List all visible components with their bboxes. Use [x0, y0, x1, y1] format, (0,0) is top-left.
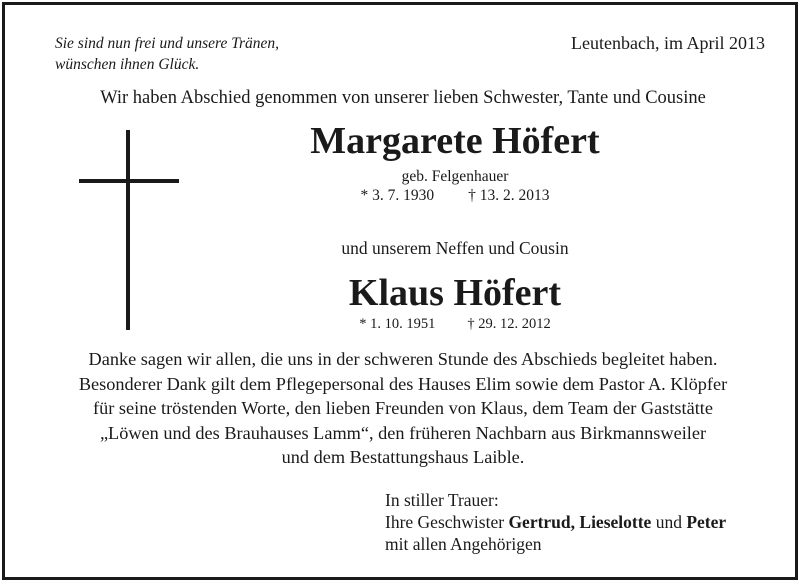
signature-line-3: mit allen Angehörigen	[385, 534, 542, 554]
signature-connector: und	[651, 512, 687, 532]
deceased-name-2: Klaus Höfert	[348, 272, 562, 314]
motto-line-1: Sie sind nun frei und unsere Tränen,	[55, 35, 280, 52]
thanks-line: Danke sagen wir allen, die uns in der schweren Stunde des Abschieds begleitet haben.	[88, 349, 718, 369]
thanks-line: „Löwen und des Brauhauses Lamm“, den früheren Nachbarn aus Birkmannsweiler	[99, 422, 707, 443]
maiden-name: geb. Felgenhauer	[401, 168, 509, 185]
obituary-notice	[2, 2, 798, 580]
thanks-line: und dem Bestattungshaus Laible.	[281, 447, 525, 467]
intro-text: Wir haben Abschied genommen von unserer lieben Schwester, Tante und Cousine	[100, 88, 706, 108]
motto-quote	[55, 33, 279, 75]
death-date-2: † 29. 12. 2012	[467, 316, 551, 332]
signature-block	[385, 489, 726, 555]
birth-date-2: * 1. 10. 1951	[359, 316, 436, 332]
thanks-line: für seine tröstenden Worte, den lieben Freunden von Klaus, dem Team der Gaststätte	[93, 398, 713, 418]
signature-names-a: Gertrud, Lieselotte	[508, 512, 652, 532]
birth-date-1: * 3. 7. 1930	[360, 187, 435, 204]
thanks-paragraph	[5, 347, 800, 470]
cross-vertical-bar	[126, 130, 130, 330]
place-date: Leutenbach, im April 2013	[571, 33, 765, 53]
signature-names-b: Peter	[686, 512, 727, 532]
connector-text: und unserem Neffen und Cousin	[341, 238, 569, 258]
signature-line-1: In stiller Trauer:	[385, 490, 499, 510]
death-date-1: † 13. 2. 2013	[468, 187, 550, 204]
signature-line-2	[385, 511, 726, 533]
life-dates-2	[155, 316, 755, 333]
signature-prefix: Ihre Geschwister	[385, 512, 509, 532]
motto-line-2: wünschen ihnen Glück.	[55, 56, 200, 73]
deceased-name-1: Margarete Höfert	[310, 120, 600, 162]
life-dates-1	[155, 187, 755, 205]
thanks-line: Besonderer Dank gilt dem Pflegepersonal des Hauses Elim sowie dem Pastor A. Klöpfer	[78, 373, 728, 394]
